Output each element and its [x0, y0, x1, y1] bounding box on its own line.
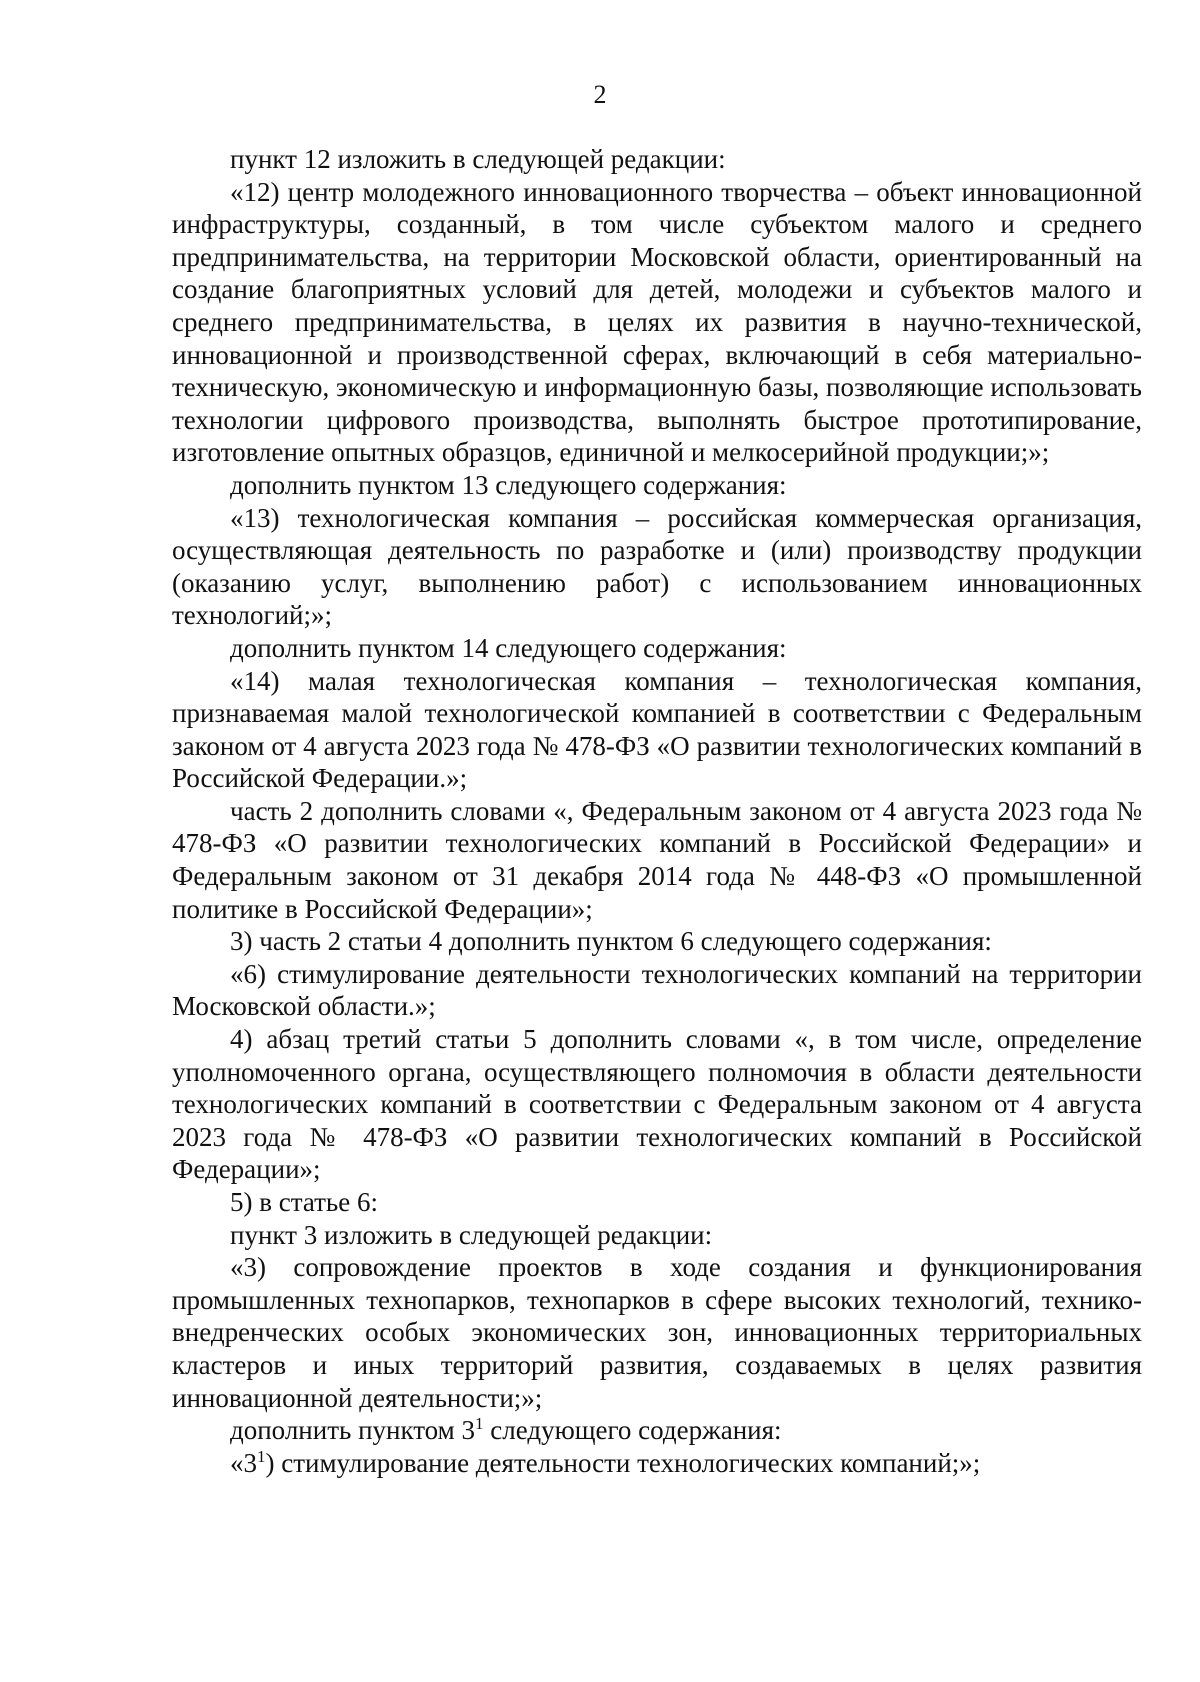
text-segment: следующего содержания: — [483, 1415, 782, 1446]
paragraph: пункт 3 изложить в следующей редакции: — [230, 1219, 713, 1250]
paragraph: пункт 12 изложить в следующей редакции: — [230, 144, 726, 174]
text-segment: «3 — [230, 1447, 257, 1478]
paragraph: 5) в статье 6: — [230, 1187, 378, 1217]
paragraph-item-3-1-intro — [172, 1414, 1142, 1447]
paragraph-item-3-1-text — [172, 1447, 1142, 1480]
paragraph: «6) стимулирование деятельности технологических компаний на территории Московской области.»; — [172, 958, 1142, 1022]
paragraph: «14) малая технологическая компания – технологическая компания, признаваемая малой технологической компанией в соответствии с Федеральным законом от 4 августа 2023 года № 478-ФЗ «О развитии технологических компаний в Российской Федерации.»; — [172, 665, 1142, 794]
paragraph: «13) технологическая компания – российская коммерческая организация, осуществляющая деятельность по разработке и (или) производству продукции (оказанию услуг, выполнению работ) с использованием инновационных технологий;»; — [172, 502, 1142, 631]
text-segment: дополнить пунктом 3 — [230, 1415, 475, 1446]
document-body — [172, 143, 1142, 1479]
page-number: 2 — [593, 80, 607, 109]
superscript: 1 — [257, 1446, 266, 1466]
paragraph: 4) абзац третий статьи 5 дополнить словами «, в том числе, определение уполномоченного органа, осуществляющего полномочия в области деятельности технологических компаний в соответствии с Федеральным законом от 4 августа 2023 года № 478-ФЗ «О развитии технологических компаний в Российской Федерации»; — [172, 1024, 1142, 1185]
paragraph: «12) центр молодежного инновационного творчества – объект инновационной инфраструктуры, созданный, в том числе субъектом малого и среднего предпринимательства, на территории Московской области, ориентированный на создание благоприятных условий для детей, молодежи и субъектов малого и среднего предпринимательства, в целях их развития в научно-технической, инновационной и производственной сферах, включающий в себя материально-техническую, экономическую и информационную базы, позволяющие использовать технологии цифрового производства, выполнять быстрое прототипирование, изготовление опытных образцов, единичной и мелкосерийной продукции;»; — [172, 176, 1142, 468]
paragraph: 3) часть 2 статьи 4 дополнить пунктом 6 следующего содержания: — [230, 926, 992, 957]
superscript: 1 — [475, 1414, 484, 1434]
paragraph: часть 2 дополнить словами «, Федеральным законом от 4 августа 2023 года № 478-ФЗ «О развитии технологических компаний в Российской Федерации» и Федеральным законом от 31 декабря 2014 года № 448-ФЗ «О промышленной политике в Российской Федерации»; — [172, 795, 1142, 924]
paragraph: «3) сопровождение проектов в ходе создания и функционирования промышленных технопарков, технопарков в сфере высоких технологий, технико-внедренческих особых экономических зон, инновационных территориальных кластеров и иных территорий развития, создаваемых в целях развития инновационной деятельности;»; — [172, 1252, 1142, 1413]
paragraph: дополнить пунктом 14 следующего содержания: — [230, 632, 787, 663]
text-segment: ) стимулирование деятельности технологических компаний;»; — [265, 1447, 981, 1478]
paragraph: дополнить пунктом 13 следующего содержания: — [230, 469, 787, 500]
